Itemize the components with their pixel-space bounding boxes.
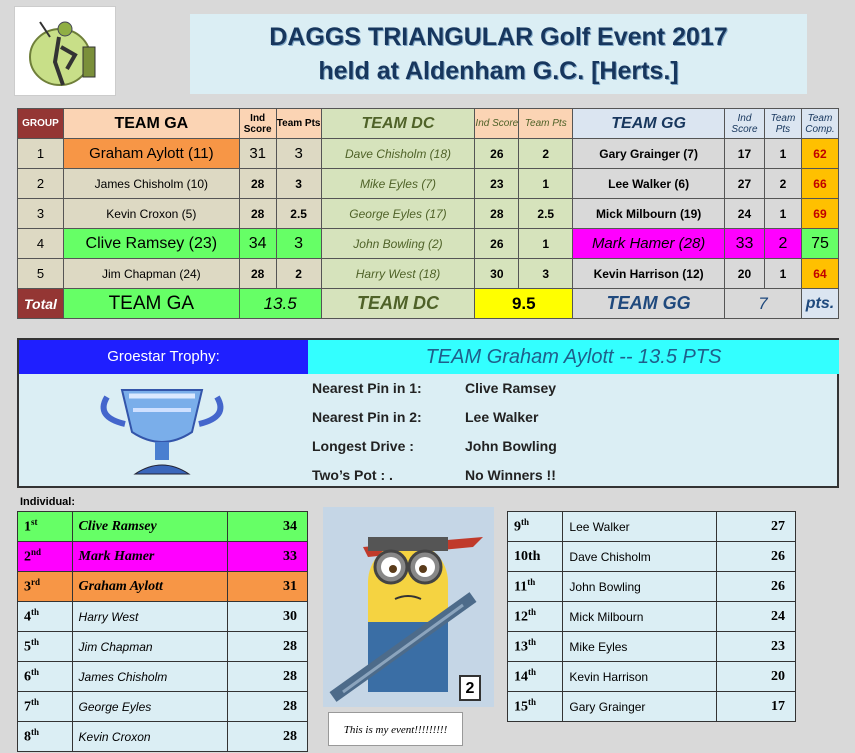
group-number: 4 (18, 229, 64, 259)
gg-score: 33 (725, 229, 765, 259)
dc-score: 23 (475, 169, 519, 199)
position: 6th (18, 662, 73, 692)
position: 9th (508, 512, 563, 542)
individual-row (18, 692, 308, 722)
position: 10th (508, 542, 563, 572)
results-row-5 (18, 259, 839, 289)
gg-pts: 1 (764, 259, 801, 289)
trophy-winning-team: TEAM Graham Aylott -- 13.5 PTS (308, 340, 839, 374)
player-score: 27 (716, 512, 795, 542)
minion-image (323, 507, 494, 707)
gg-player: Lee Walker (6) (573, 169, 725, 199)
ga-ind-score-header: Ind Score (239, 109, 276, 139)
player-name: Mark Hamer (72, 542, 227, 572)
award-winner: No Winners !! (465, 467, 556, 483)
position: 2nd (18, 542, 73, 572)
gg-score: 24 (725, 199, 765, 229)
player-name: Gary Grainger (563, 692, 716, 722)
position: 3rd (18, 572, 73, 602)
dc-ind-score-header: Ind Score (475, 109, 519, 139)
team-dc-header: TEAM DC (321, 109, 475, 139)
gg-pts: 1 (764, 199, 801, 229)
player-name: Harry West (72, 602, 227, 632)
group-number: 3 (18, 199, 64, 229)
dc-score: 28 (475, 199, 519, 229)
player-score: 34 (227, 512, 307, 542)
gg-player: Mick Milbourn (19) (573, 199, 725, 229)
team-gg-header: TEAM GG (573, 109, 725, 139)
dc-player: Mike Eyles (7) (321, 169, 475, 199)
results-row-4 (18, 229, 839, 259)
ga-pts: 2 (276, 259, 321, 289)
ga-player: Clive Ramsey (23) (63, 229, 239, 259)
award-winner: Clive Ramsey (465, 380, 557, 396)
gg-score: 20 (725, 259, 765, 289)
team-comp: 66 (801, 169, 838, 199)
individual-row (18, 542, 308, 572)
results-row-2 (18, 169, 839, 199)
individual-row (508, 512, 796, 542)
gg-score: 27 (725, 169, 765, 199)
results-table (17, 108, 839, 319)
award-label: Nearest Pin in 1: (312, 380, 422, 396)
total-dc-pts: 9.5 (475, 289, 573, 319)
individual-row (18, 662, 308, 692)
ga-player: James Chisholm (10) (63, 169, 239, 199)
player-score: 28 (227, 692, 307, 722)
gg-team-pts-header: Team Pts (764, 109, 801, 139)
player-score: 33 (227, 542, 307, 572)
results-total-row (18, 289, 839, 319)
player-name: James Chisholm (72, 662, 227, 692)
player-name: George Eyles (72, 692, 227, 722)
position: 4th (18, 602, 73, 632)
gg-ind-score-header: Ind Score (725, 109, 765, 139)
ga-pts: 2.5 (276, 199, 321, 229)
dc-pts: 1 (519, 169, 573, 199)
individual-row (508, 662, 796, 692)
player-name: John Bowling (563, 572, 716, 602)
ga-player: Jim Chapman (24) (63, 259, 239, 289)
team-comp-header: Team Comp. (801, 109, 838, 139)
total-ga-pts: 13.5 (239, 289, 321, 319)
position: 11th (508, 572, 563, 602)
ga-pts: 3 (276, 139, 321, 169)
ga-score: 28 (239, 169, 276, 199)
gg-player: Mark Hamer (28) (573, 229, 725, 259)
player-score: 28 (227, 722, 307, 752)
player-name: Dave Chisholm (563, 542, 716, 572)
individual-row (508, 692, 796, 722)
player-name: Jim Chapman (72, 632, 227, 662)
award-label: Two’s Pot : . (312, 467, 393, 483)
gg-pts: 1 (764, 139, 801, 169)
team-ga-header: TEAM GA (63, 109, 239, 139)
player-score: 17 (716, 692, 795, 722)
dc-player: George Eyles (17) (321, 199, 475, 229)
gg-pts: 2 (764, 229, 801, 259)
ga-team-pts-header: Team Pts (276, 109, 321, 139)
ga-pts: 3 (276, 169, 321, 199)
player-name: Kevin Croxon (72, 722, 227, 752)
individual-row (18, 572, 308, 602)
individual-row (18, 512, 308, 542)
individual-row (18, 602, 308, 632)
total-team-dc: TEAM DC (321, 289, 475, 319)
dc-player: John Bowling (2) (321, 229, 475, 259)
gg-score: 17 (725, 139, 765, 169)
player-score: 30 (227, 602, 307, 632)
gg-player: Gary Grainger (7) (573, 139, 725, 169)
ga-player: Graham Aylott (11) (63, 139, 239, 169)
award-label: Longest Drive : (312, 438, 414, 454)
dc-pts: 1 (519, 229, 573, 259)
title-line1: DAGGS TRIANGULAR Golf Event 2017 (269, 23, 728, 51)
player-name: Mick Milbourn (563, 602, 716, 632)
ga-score: 28 (239, 199, 276, 229)
position: 7th (18, 692, 73, 722)
dc-score: 26 (475, 139, 519, 169)
player-name: Clive Ramsey (72, 512, 227, 542)
position: 5th (18, 632, 73, 662)
gg-player: Kevin Harrison (12) (573, 259, 725, 289)
dc-score: 26 (475, 229, 519, 259)
event-title (190, 14, 807, 94)
player-score: 28 (227, 662, 307, 692)
dc-score: 30 (475, 259, 519, 289)
trophy-cup-icon (97, 382, 227, 482)
individual-table-left (17, 511, 308, 752)
player-score: 24 (716, 602, 795, 632)
ga-player: Kevin Croxon (5) (63, 199, 239, 229)
ga-score: 34 (239, 229, 276, 259)
position: 1st (18, 512, 73, 542)
trophy-panel (17, 338, 839, 488)
individual-row (508, 632, 796, 662)
award-label: Nearest Pin in 2: (312, 409, 422, 425)
total-label: Total (18, 289, 64, 319)
dc-player: Harry West (18) (321, 259, 475, 289)
trophy-heading: Groestar Trophy: (19, 340, 308, 374)
ga-score: 31 (239, 139, 276, 169)
player-score: 20 (716, 662, 795, 692)
dc-pts: 2.5 (519, 199, 573, 229)
player-name: Lee Walker (563, 512, 716, 542)
photo-badge: 2 (459, 675, 481, 701)
individual-row (18, 632, 308, 662)
golfer-logo-icon (14, 6, 116, 96)
player-name: Mike Eyles (563, 632, 716, 662)
pts-unit: pts. (801, 289, 838, 319)
player-score: 31 (227, 572, 307, 602)
dc-team-pts-header: Team Pts (519, 109, 573, 139)
gg-pts: 2 (764, 169, 801, 199)
results-row-1 (18, 139, 839, 169)
individual-row (508, 572, 796, 602)
team-comp: 69 (801, 199, 838, 229)
individual-row (508, 602, 796, 632)
award-winner: Lee Walker (465, 409, 539, 425)
total-gg-pts: 7 (725, 289, 802, 319)
group-number: 1 (18, 139, 64, 169)
player-score: 26 (716, 542, 795, 572)
award-winner: John Bowling (465, 438, 557, 454)
dc-pts: 3 (519, 259, 573, 289)
individual-row (18, 722, 308, 752)
dc-player: Dave Chisholm (18) (321, 139, 475, 169)
ga-pts: 3 (276, 229, 321, 259)
position: 8th (18, 722, 73, 752)
group-number: 2 (18, 169, 64, 199)
group-header: GROUP (18, 109, 64, 139)
results-header-row (18, 109, 839, 139)
player-score: 23 (716, 632, 795, 662)
player-name: Graham Aylott (72, 572, 227, 602)
group-number: 5 (18, 259, 64, 289)
position: 12th (508, 602, 563, 632)
individual-table-right (507, 511, 796, 722)
position: 15th (508, 692, 563, 722)
ga-score: 28 (239, 259, 276, 289)
team-comp: 64 (801, 259, 838, 289)
position: 13th (508, 632, 563, 662)
results-row-3 (18, 199, 839, 229)
player-score: 26 (716, 572, 795, 602)
player-score: 28 (227, 632, 307, 662)
team-comp: 75 (801, 229, 838, 259)
position: 14th (508, 662, 563, 692)
total-team-ga: TEAM GA (63, 289, 239, 319)
dc-pts: 2 (519, 139, 573, 169)
title-line2: held at Aldenham G.C. [Herts.] (318, 57, 679, 85)
player-name: Kevin Harrison (563, 662, 716, 692)
total-team-gg: TEAM GG (573, 289, 725, 319)
individual-row (508, 542, 796, 572)
team-comp: 62 (801, 139, 838, 169)
individual-label: Individual: (20, 496, 75, 508)
photo-caption: This is my event!!!!!!!!! (328, 712, 463, 746)
